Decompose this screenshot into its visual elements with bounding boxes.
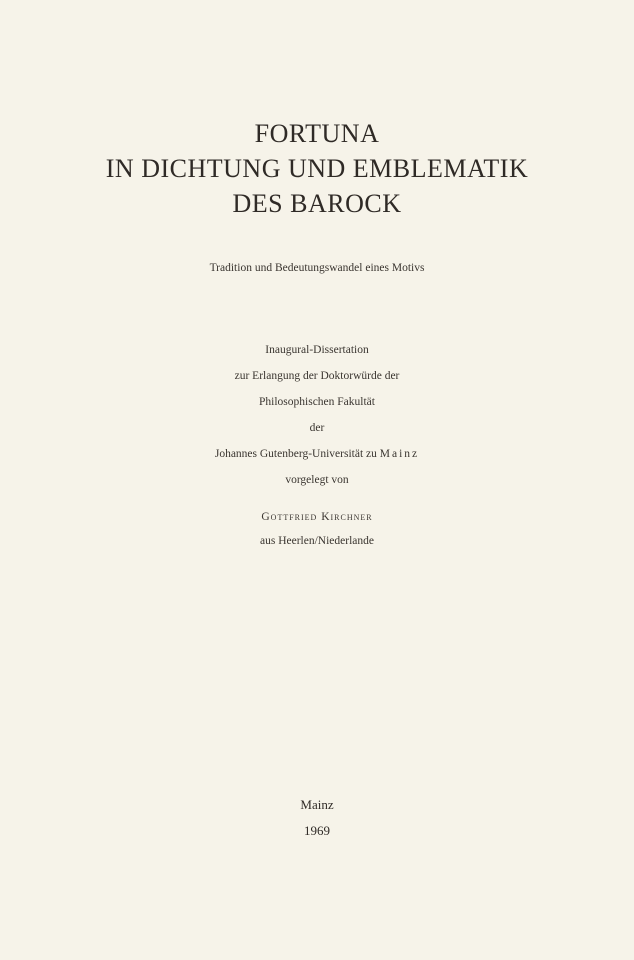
university-name: Johannes Gutenberg-Universität zu <box>214 448 380 460</box>
dissertation-line-5 <box>0 447 634 461</box>
dissertation-line-6: vorgelegt von <box>285 474 349 486</box>
imprint-year: 1969 <box>304 823 330 838</box>
title-line-2: IN DICHTUNG UND EMBLEMATIK <box>105 154 529 183</box>
imprint-place: Mainz <box>300 797 334 812</box>
author-name: Gottfried Kirchner <box>261 511 373 523</box>
university-city: Mainz <box>379 448 420 460</box>
dissertation-line-3: Philosophischen Fakultät <box>259 396 375 408</box>
title-line-3: DES BAROCK <box>232 189 402 218</box>
author-origin: aus Heerlen/Niederlande <box>260 535 374 547</box>
dissertation-line-1: Inaugural-Dissertation <box>265 344 369 356</box>
title-line-1: FORTUNA <box>254 119 380 148</box>
dissertation-line-2: zur Erlangung der Doktorwürde der <box>234 370 400 382</box>
subtitle: Tradition und Bedeutungswandel eines Motivs <box>209 262 425 274</box>
dissertation-line-4: der <box>309 422 325 434</box>
